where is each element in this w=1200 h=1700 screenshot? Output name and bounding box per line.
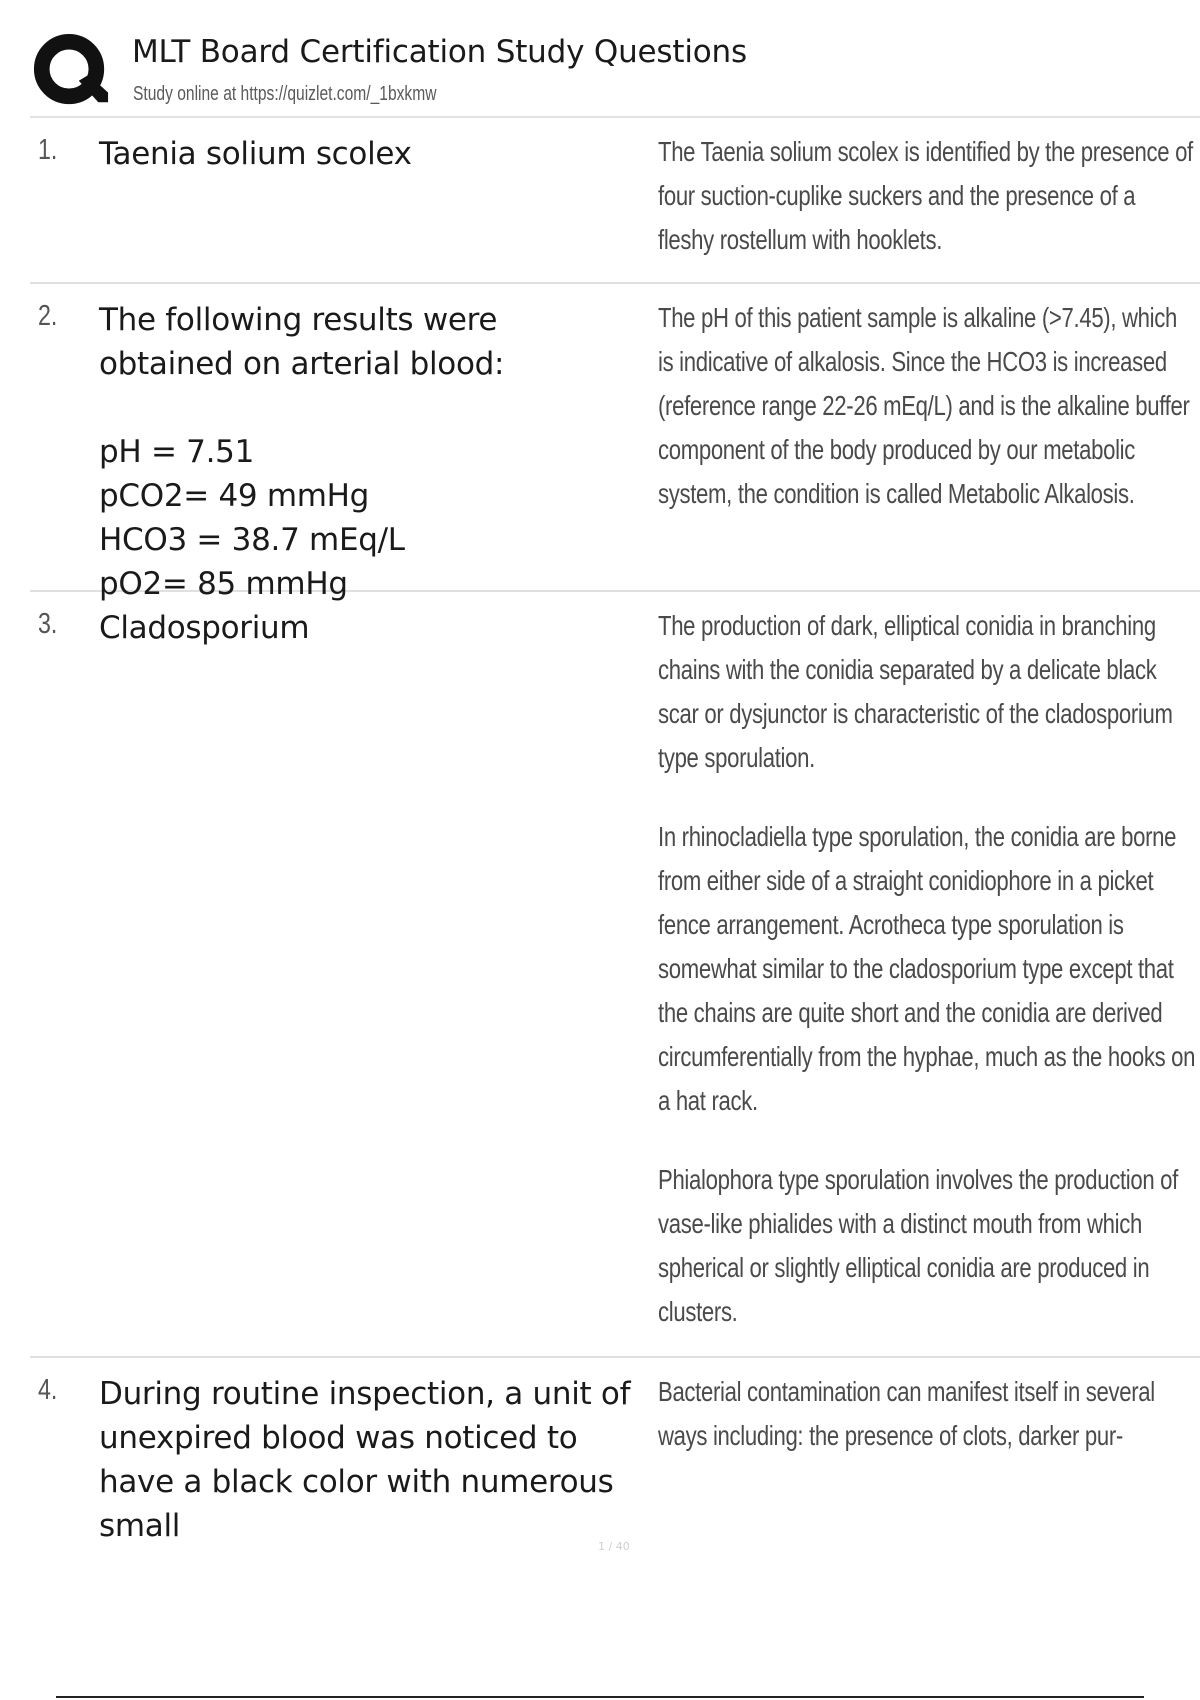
card-definition [658, 604, 1197, 1369]
card-term: During routine inspection, a unit of unexpired blood was noticed to have a black color with numerous small [99, 1376, 631, 1544]
flashcard-list [30, 118, 1200, 1544]
definition-paragraph: The production of dark, elliptical conidia in branching chains with the conidia separated by a delicate black scar or dysjunctor is characteristic of the cladosporium type sporulation. [658, 610, 1173, 773]
definition-paragraph: Phialophora type sporulation involves the production of vase-like phialides with a distinct mouth from which spherical or slightly elliptical conidia are produced in clusters. [658, 1164, 1178, 1327]
card-term: Cladosporium [99, 610, 310, 646]
page-indicator: 1 / 40 [598, 1540, 630, 1553]
card-term: Taenia solium scolex [99, 136, 412, 172]
card-definition [658, 130, 1197, 297]
definition-paragraph: The pH of this patient sample is alkaline (>7.45), which is indicative of alkalosis. Since the HCO3 is increased (reference range 22-26 mEq/L) and is the alkaline buffer component of the body produced by our metabolic system, the condition is called Metabolic Alkalosis. [658, 302, 1190, 509]
card-definition [658, 296, 1197, 551]
card-number: 2. [38, 300, 58, 332]
definition-paragraph: The Taenia solium scolex is identified by the presence of four suction-cuplike suckers and the presence of a fleshy rostellum with hooklets. [658, 136, 1193, 255]
card-number: 3. [38, 608, 58, 640]
quizlet-q-logo [32, 32, 110, 110]
flashcard-4 [30, 1358, 1200, 1544]
flashcard-1 [30, 118, 1200, 284]
bottom-divider [56, 1696, 1144, 1698]
card-term: The following results were obtained on arterial blood: pH = 7.51 pCO2= 49 mmHg HCO3 = 38.7 mEq/L pO2= 85 mmHg [99, 302, 505, 602]
flashcard-2 [30, 284, 1200, 602]
definition-paragraph: Bacterial contamination can manifest itself in several ways including: the presence of clots, darker pur- [658, 1376, 1155, 1451]
card-definition [658, 1370, 1197, 1493]
flashcard-3 [30, 592, 1200, 1358]
study-online-link-text[interactable]: Study online at https://quizlet.com/_1bxkmw [133, 83, 437, 105]
card-number: 4. [38, 1374, 58, 1406]
page-header [30, 30, 1200, 118]
document-title: MLT Board Certification Study Questions [132, 34, 747, 70]
definition-paragraph: In rhinocladiella type sporulation, the conidia are borne from either side of a straight conidiophore in a picket fence arrangement. Acrotheca type sporulation is somewhat similar to the cladosporium type except that the chains are quite short and the conidia are derived circumferentially from the hyphae, much as the hooks on a hat rack. [658, 821, 1196, 1116]
card-number: 1. [38, 134, 58, 166]
